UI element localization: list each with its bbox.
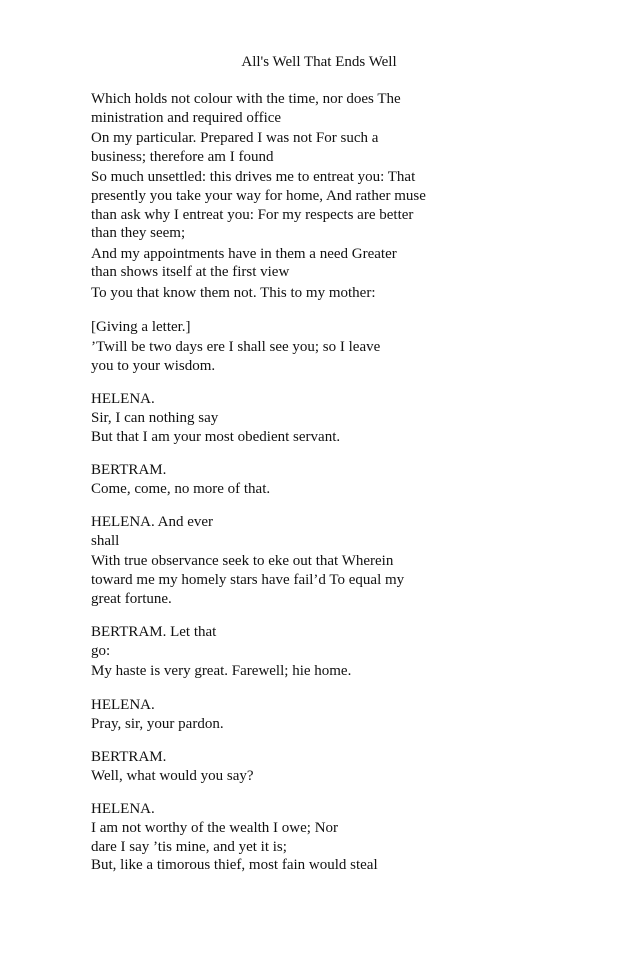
text-block <box>91 552 561 608</box>
text-line: business; therefore am I found <box>91 148 274 165</box>
text-block <box>91 284 561 303</box>
text-block <box>91 696 561 733</box>
text-line: BERTRAM. <box>91 462 167 479</box>
text-block <box>91 748 561 785</box>
text-block <box>91 168 561 242</box>
text-line: ’Twill be two days ere I shall see you; so I leave <box>91 339 381 356</box>
text-line: Which holds not colour with the time, nor does The <box>91 91 401 107</box>
text-line: But that I am your most obedient servant. <box>91 428 341 445</box>
text-block <box>91 129 561 166</box>
text-line: you to your wisdom. <box>91 357 216 374</box>
document-title: All's Well That Ends Well <box>241 54 397 70</box>
text-line: HELENA. And ever <box>91 514 214 531</box>
text-block <box>91 623 561 660</box>
text-line: But, like a timorous thief, most fain would steal <box>91 857 378 874</box>
text-block <box>91 245 561 282</box>
text-block <box>91 461 561 498</box>
text-block <box>91 390 561 446</box>
text-line: go: <box>91 642 111 659</box>
text-line: than shows itself at the first view <box>91 264 290 281</box>
text-line: presently you take your way for home, And rather muse <box>91 187 426 204</box>
text-block <box>91 800 561 874</box>
text-line: On my particular. Prepared I was not For such a <box>91 130 379 147</box>
text-line: ministration and required office <box>91 109 282 126</box>
document-body <box>91 90 561 877</box>
text-line: So much unsettled: this drives me to entreat you: That <box>91 169 416 186</box>
text-line: Come, come, no more of that. <box>91 480 271 497</box>
text-line: Pray, sir, your pardon. <box>91 715 224 732</box>
text-line: My haste is very great. Farewell; hie home. <box>91 663 352 680</box>
text-block <box>91 318 561 337</box>
text-line: BERTRAM. <box>91 749 167 766</box>
text-line: HELENA. <box>91 801 155 818</box>
text-line: dare I say ’tis mine, and yet it is; <box>91 838 287 855</box>
text-line: shall <box>91 532 120 549</box>
text-line: And my appointments have in them a need Greater <box>91 245 397 262</box>
text-line: than they seem; <box>91 225 186 242</box>
text-block <box>91 338 561 375</box>
text-line: BERTRAM. Let that <box>91 624 217 641</box>
text-line: Sir, I can nothing say <box>91 409 219 426</box>
text-line: I am not worthy of the wealth I owe; Nor <box>91 820 339 836</box>
text-line: than ask why I entreat you: For my respects are better <box>91 206 414 223</box>
text-line: [Giving a letter.] <box>91 318 191 335</box>
text-line: To you that know them not. This to my mother: <box>91 284 376 301</box>
text-line: toward me my homely stars have fail’d To equal my <box>91 572 405 589</box>
text-block <box>91 90 561 127</box>
text-block <box>91 662 561 681</box>
text-line: HELENA. <box>91 391 155 408</box>
text-line: HELENA. <box>91 697 155 714</box>
text-line: great fortune. <box>91 590 172 607</box>
text-block <box>91 513 561 550</box>
text-line: With true observance seek to eke out that Wherein <box>91 553 394 570</box>
text-line: Well, what would you say? <box>91 767 254 784</box>
